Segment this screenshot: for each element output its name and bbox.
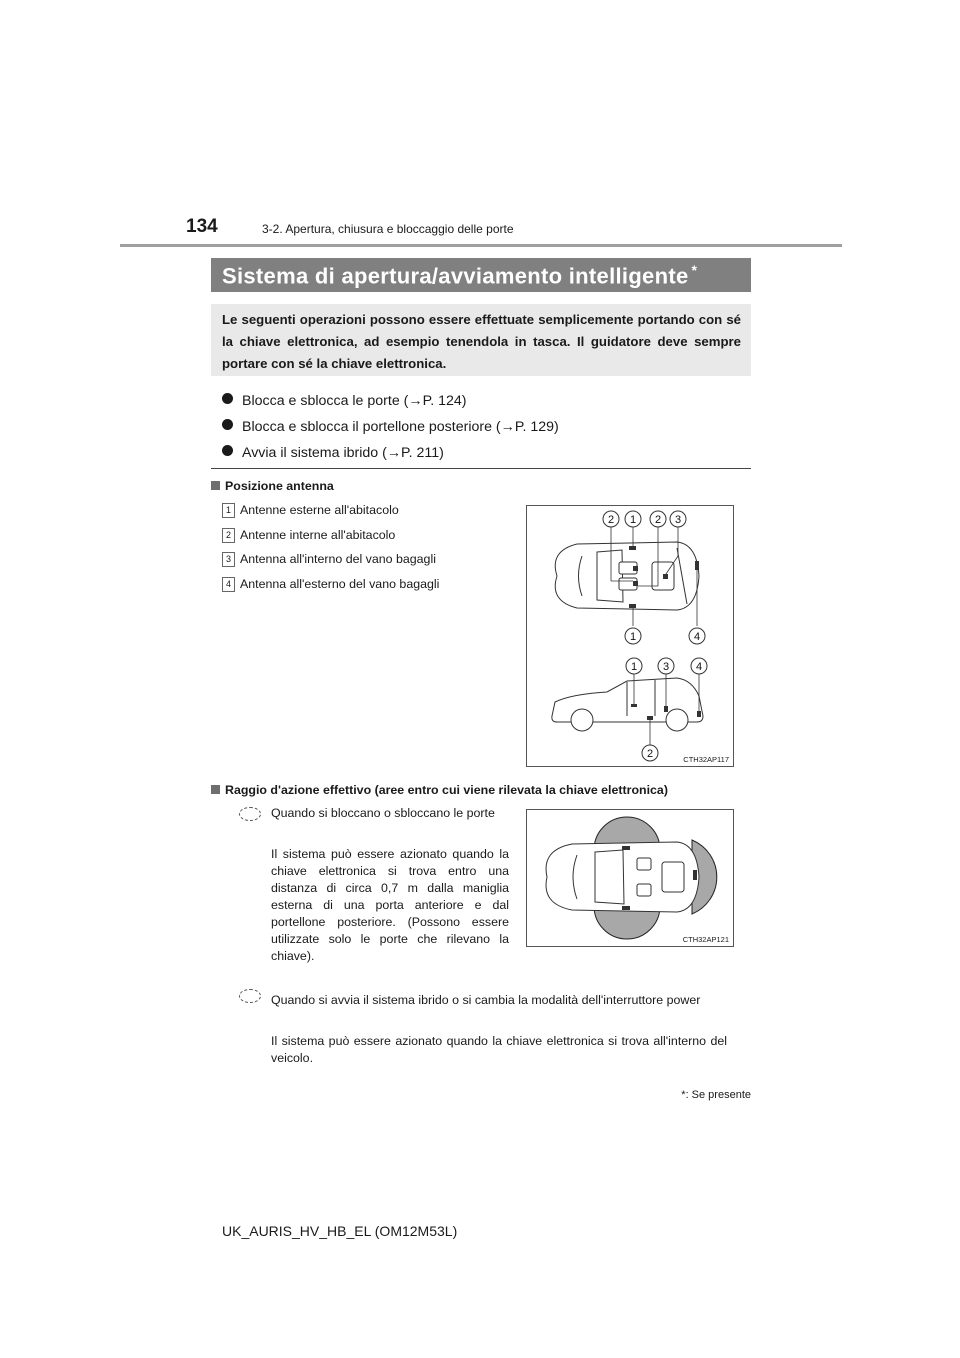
feature-text: Blocca e sblocca le porte ( bbox=[242, 393, 409, 409]
arrow-icon: → bbox=[500, 419, 515, 435]
page-ref-link[interactable]: P. 211) bbox=[401, 445, 444, 461]
bullet-icon bbox=[222, 393, 233, 404]
section-divider bbox=[211, 468, 751, 469]
square-bullet-icon bbox=[211, 785, 220, 794]
footnote bbox=[681, 1089, 751, 1101]
car-top-view bbox=[555, 542, 699, 610]
model-code: UK_AURIS_HV_HB_EL (OM12M53L) bbox=[222, 1223, 458, 1239]
legend-label: Antenne esterne all'abitacolo bbox=[240, 503, 399, 517]
section-title bbox=[222, 262, 697, 289]
optional-mark: * bbox=[691, 262, 698, 278]
callout-label: 4 bbox=[695, 661, 703, 673]
exterior-range-icon bbox=[239, 807, 261, 821]
figure-code: CTH32AP121 bbox=[682, 935, 729, 944]
footnote-text: : Se presente bbox=[685, 1089, 751, 1101]
legend-label: Antenna all'esterno del vano bagagli bbox=[240, 576, 440, 591]
section-title-text: Sistema di apertura/avviamento intelligente bbox=[222, 263, 689, 289]
optional-mark: * bbox=[681, 1089, 686, 1101]
antenna-heading bbox=[211, 479, 334, 493]
square-bullet-icon bbox=[211, 481, 220, 490]
figure-code: CTH32AP117 bbox=[683, 755, 729, 764]
page-ref-link[interactable]: P. 124) bbox=[422, 393, 467, 409]
callout-label: 2 bbox=[646, 748, 654, 760]
car-top-view bbox=[546, 842, 699, 912]
callout-number: 3 bbox=[222, 552, 235, 567]
feature-item bbox=[222, 388, 559, 414]
page-number: 134 bbox=[186, 216, 218, 237]
range-diagram bbox=[527, 810, 733, 946]
arrow-icon: → bbox=[408, 393, 423, 409]
zone2-title: Quando si avvia il sistema ibrido o si cambia la modalità dell'interruttore power bbox=[271, 993, 701, 1007]
legend-item bbox=[222, 549, 439, 574]
feature-item bbox=[222, 414, 559, 440]
chapter-title: 3-2. Apertura, chiusura e bloccaggio delle porte bbox=[262, 222, 514, 236]
feature-text: Blocca e sblocca il portellone posteriore ( bbox=[242, 419, 501, 435]
range-heading bbox=[211, 783, 668, 797]
callout-label: 2 bbox=[607, 514, 615, 526]
legend-item bbox=[222, 525, 439, 550]
car-side-view bbox=[552, 678, 703, 731]
intro-text: Le seguenti operazioni possono essere effettuate semplicemente portando con sé la chiave elettronica, ad esempio tenendola in tasca. Il guidatore deve sempre portare con sé la chiave elettronica. bbox=[222, 312, 741, 371]
interior-range-icon bbox=[239, 989, 261, 1003]
range-heading-text: Raggio d'azione effettivo (aree entro cui viene rilevata la chiave elettronica) bbox=[225, 783, 668, 797]
zone1-title: Quando si bloccano o sbloccano le porte bbox=[271, 806, 495, 820]
callout-label: 1 bbox=[629, 514, 637, 526]
feature-list bbox=[222, 388, 559, 466]
callout-label: 3 bbox=[674, 514, 682, 526]
legend-label: Antenna all'interno del vano bagagli bbox=[240, 552, 436, 566]
callout-label: 1 bbox=[629, 631, 637, 643]
range-figure bbox=[526, 809, 734, 947]
antenna-heading-text: Posizione antenna bbox=[225, 479, 334, 493]
callout-label: 4 bbox=[693, 631, 701, 643]
page-ref-link[interactable]: P. 129) bbox=[514, 419, 559, 435]
zone2-desc: Il sistema può essere azionato quando la chiave elettronica si trova all'interno del veicolo. bbox=[271, 1034, 727, 1065]
antenna-legend bbox=[222, 500, 439, 598]
antenna-diagram bbox=[527, 506, 733, 766]
feature-text: Avvia il sistema ibrido ( bbox=[242, 445, 387, 461]
bullet-icon bbox=[222, 419, 233, 430]
arrow-icon: → bbox=[386, 445, 401, 461]
legend-label: Antenne interne all'abitacolo bbox=[240, 527, 396, 542]
header-rule bbox=[120, 244, 842, 247]
zone1-desc: Il sistema può essere azionato quando la chiave elettronica si trova entro una distanza di circa 0,7 m dalla maniglia esterna di una porta anteriore e dal portellone posteriore. (Possono essere utilizzate solo le porte che rilevano la chiave). bbox=[271, 847, 509, 963]
bullet-icon bbox=[222, 445, 233, 456]
callout-label: 2 bbox=[654, 514, 662, 526]
callout-number: 2 bbox=[222, 528, 235, 543]
callout-label: 1 bbox=[630, 661, 638, 673]
legend-item bbox=[222, 500, 439, 525]
callout-label: 3 bbox=[662, 661, 670, 673]
callout-number: 1 bbox=[222, 503, 235, 518]
legend-item bbox=[222, 574, 439, 599]
feature-item bbox=[222, 440, 559, 466]
callout-number: 4 bbox=[222, 577, 235, 592]
antenna-figure bbox=[526, 505, 734, 767]
